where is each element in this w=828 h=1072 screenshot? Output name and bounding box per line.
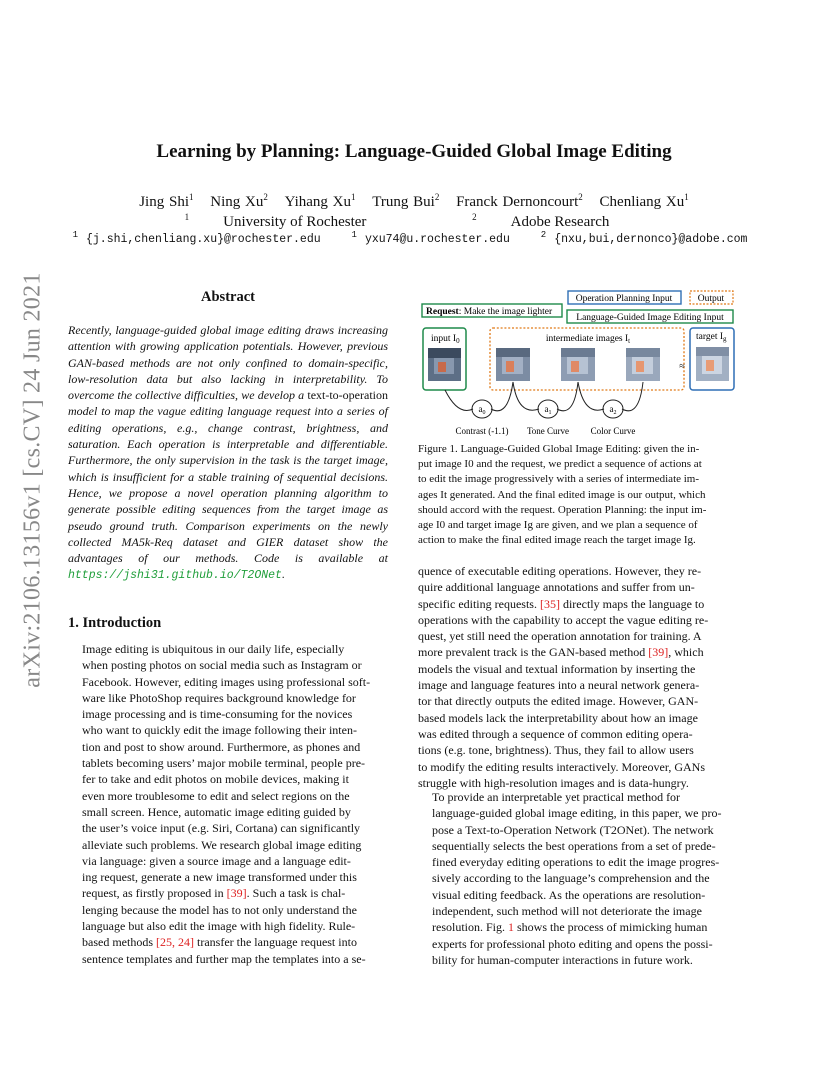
- text-line: To provide an interpretable yet practical method for: [432, 790, 681, 804]
- action-node: [603, 400, 623, 418]
- text-line: based models lack the interpretability about how an image: [418, 710, 698, 725]
- abstract-text: Recently, language-guided global image editing draws increasing attention with growing application potentials. However, previous GAN-based methods are not only confined to domain-specific, low-resolution data but also lacking in interpretability. To overcome the collective difficulties, we develop a text-to-operation model to map the vague editing language request into a series of editing operations, e.g., change contrast, brightness, and saturation. Each operation is interpretable and differentiable. Furthermore, the only supervision in the task is the target image, which is insufficient for a stable training of sequential decisions. Hence, we propose a novel operation planning algorithm to generate possible editing sequences from the target image as pseudo ground truth. Comparison experiments on the newly collected MA5k-Req dataset and GIER dataset show the advantages of our methods. Code is available at https://jshi31.github.io/T2ONet.: [68, 323, 388, 583]
- author: Ning Xu$^2$: [210, 192, 268, 210]
- text-line: experts for professional photo editing and opens the possi-: [432, 936, 713, 951]
- text-line: ing request, generate a new image transformed under this: [82, 870, 357, 885]
- text-line: image and language features into a neural network genera-: [418, 678, 700, 693]
- text-line: bility for human-computer interactions in future work.: [432, 952, 693, 967]
- caption-line: should accord with the request. Operation Planning: the input im-: [418, 503, 707, 516]
- text-line: request, as firstly proposed in [39]. Such a task is chal-: [82, 886, 346, 901]
- text-line: alleviate such problems. We research global image editing: [82, 837, 362, 852]
- email: $^1$ {j.shi,chenliang.xu}@rochester.edu: [72, 230, 321, 246]
- action-node: [538, 400, 558, 418]
- text-line: more prevalent track is the GAN-based method [39], which: [418, 645, 704, 660]
- caption-line: to edit the image progressively with a series of intermediate im-: [418, 473, 700, 486]
- text-line: independent, such method will not deteriorate the image: [432, 904, 702, 919]
- arxiv-watermark: arXiv:2106.13156v1 [cs.CV] 24 Jun 2021: [19, 272, 46, 688]
- caption-line: Figure 1. Language-Guided Global Image Editing: given the in-: [418, 443, 700, 455]
- legend-lang-label: Language-Guided Image Editing Input: [576, 313, 724, 323]
- flow-arrow: [578, 382, 604, 410]
- author: Jing Shi$^1$: [139, 192, 194, 210]
- caption-line: age I0 and target image Ig are given, and we plan a sequence of: [418, 519, 698, 532]
- text-line: quire additional language annotations and suffer from un-: [418, 580, 695, 595]
- text-line: tions (e.g. tone, brightness). Thus, they fail to allow users: [418, 743, 694, 758]
- text-line: even more troublesome to edit and select regions on the: [82, 788, 350, 803]
- section-heading-introduction: 1. Introduction: [68, 615, 162, 631]
- text-line: tor that directly outputs the edited image. However, GAN-: [418, 694, 699, 709]
- approx-symbol: ≈: [679, 361, 685, 372]
- input-photo: [428, 348, 461, 381]
- text-line: sentence templates and further map the templates into a se-: [82, 951, 366, 966]
- text-line: resolution. Fig. 1 shows the process of mimicking human: [432, 920, 708, 935]
- target-image-label: target $I_g$: [696, 332, 727, 343]
- text-line: quence of executable editing operations. However, they re-: [418, 564, 702, 578]
- action-node: [472, 400, 492, 418]
- text-line: quest, yet still need the operation annotation for training. A: [418, 629, 702, 644]
- right-paragraph-1: [418, 563, 738, 791]
- text-line: visual editing feedback. As the operations are resolution-: [432, 887, 706, 902]
- text-line: operations with the capability to accept the vague editing re-: [418, 612, 709, 627]
- legend-planning-label: Operation Planning Input: [575, 294, 673, 304]
- affiliation: $^2$ Adobe Research: [472, 212, 610, 230]
- text-line: to modify the editing results interactively. Moreover, GANs: [418, 759, 706, 774]
- author: Trung Bui$^2$: [372, 192, 440, 210]
- intermediate-photo: [626, 348, 660, 381]
- caption-line: action to make the final edited image reach the target image Ig.: [418, 534, 696, 547]
- right-paragraph-2: [418, 789, 738, 968]
- text-line: image processing and is time-consuming for the novices: [82, 707, 353, 722]
- text-line: fer to take and edit photos on mobile devices, making it: [82, 772, 349, 787]
- svg-text:a0: $a_0$: [478, 404, 486, 416]
- svg-text:a1: $a_1$: [544, 404, 552, 416]
- text-line: lenging because the model has to not only understand the: [82, 902, 357, 917]
- text-line: sively according to the language’s comprehension and the: [432, 871, 710, 886]
- input-image-label: input $I_0$: [431, 334, 460, 345]
- affiliation-list: [60, 214, 768, 231]
- author: Franck Dernoncourt$^2$: [456, 192, 583, 210]
- text-line: models the visual and textual information by inserting the: [418, 661, 696, 676]
- paper-title: Learning by Planning: Language-Guided Global Image Editing: [156, 141, 672, 162]
- target-photo: [696, 347, 729, 381]
- flow-arrow: [445, 390, 473, 410]
- abstract-heading: Abstract: [201, 289, 255, 305]
- caption-line: ages It generated. And the final edited image is our output, which: [418, 488, 706, 501]
- text-line: based methods [25, 24] transfer the language request into: [82, 935, 357, 950]
- text-line: who want to quickly edit the image following their inten-: [82, 723, 357, 738]
- text-line: the user’s voice input (e.g. Siri, Cortana) can significantly: [82, 821, 361, 836]
- text-line: tion and post to show around. Furthermore, as phones and: [82, 739, 361, 754]
- intermediate-photo: [561, 348, 595, 381]
- text-line: struggle with high-resolution images and is data-hungry.: [418, 775, 689, 790]
- email: $^2$ {nxu,bui,dernonco}@adobe.com: [540, 230, 748, 246]
- intro-paragraph: [68, 641, 388, 967]
- figure-1-diagram: [418, 288, 738, 440]
- author: Yihang Xu$^1$: [284, 192, 356, 210]
- legend-output-label: Output: [697, 294, 725, 304]
- request-text: Request: Make the image lighter: [426, 307, 553, 317]
- text-line: was edited through a sequence of common editing opera-: [418, 726, 693, 741]
- text-line: tablets becoming users’ major mobile terminal, people pre-: [82, 756, 366, 771]
- flow-arrow: [622, 382, 643, 411]
- text-line: sequentially selects the best operations from a set of prede-: [432, 838, 716, 853]
- author-list: [60, 194, 768, 211]
- author: Chenliang Xu$^1$: [599, 192, 689, 210]
- intermediate-images-label: intermediate images $I_t$: [545, 334, 631, 345]
- flow-arrow: [513, 382, 539, 410]
- text-line: via language: given a source image and a language edit-: [82, 853, 351, 868]
- flow-arrow: [557, 382, 578, 411]
- text-line: Facebook. However, editing images using professional soft-: [82, 674, 371, 689]
- text-line: language but also edit the image with high fidelity. Rule-: [82, 919, 356, 934]
- email-list: [60, 230, 768, 246]
- flow-arrow: [491, 382, 513, 411]
- action-caption: Color Curve: [590, 426, 636, 436]
- email: $^1$ yxu74@u.rochester.edu: [351, 230, 510, 246]
- figure-caption: [418, 442, 738, 548]
- caption-line: put image I0 and the request, we predict a sequence of actions at: [418, 458, 702, 471]
- text-line: Image editing is ubiquitous in our daily life, especially: [82, 642, 345, 656]
- text-line: fined everyday editing operations to edit the image progres-: [432, 855, 720, 870]
- action-caption: Contrast (-1.1): [455, 426, 509, 436]
- text-line: ware like PhotoShop requires background knowledge for: [82, 690, 356, 705]
- text-line: small screen. Hence, automatic image editing guided by: [82, 804, 351, 819]
- intermediate-photo: [496, 348, 530, 381]
- text-line: language-guided global image editing, in this paper, we pro-: [432, 806, 722, 821]
- text-line: when posting photos on social media such as Instagram or: [82, 658, 362, 673]
- code-link[interactable]: https://jshi31.github.io/T2ONet: [68, 569, 282, 583]
- text-line: pose a Text-to-Operation Network (T2ONet). The network: [432, 822, 714, 837]
- action-caption: Tone Curve: [526, 426, 570, 436]
- text-line: specific editing requests. [35] directly maps the language to: [418, 596, 705, 611]
- svg-text:a2: $a_2$: [609, 404, 617, 416]
- affiliation: $^1$ University of Rochester: [184, 212, 367, 230]
